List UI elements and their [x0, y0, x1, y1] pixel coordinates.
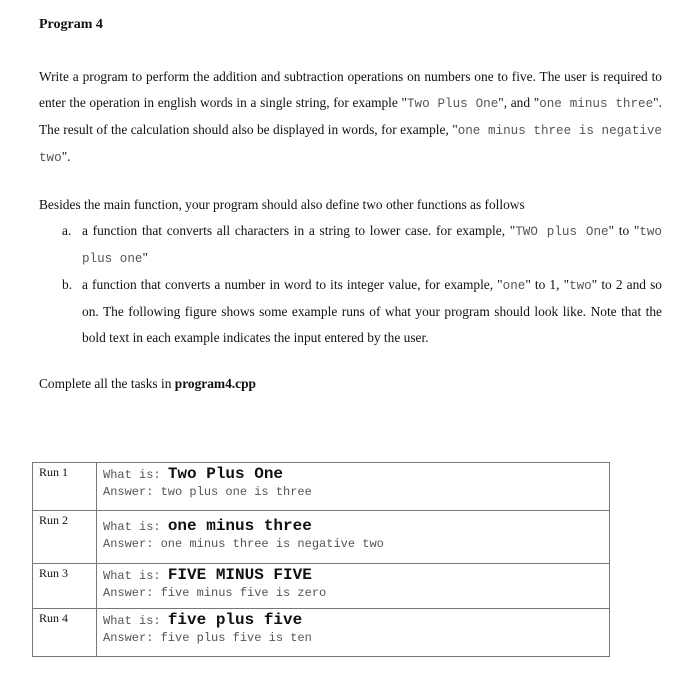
item-text: " to 1, "	[525, 277, 570, 292]
run-prompt: What is:	[103, 468, 168, 482]
run-question	[103, 611, 609, 629]
tasks-line	[39, 371, 662, 397]
table-row	[33, 609, 610, 657]
run-answer: Answer: two plus one is three	[103, 485, 312, 499]
run-user-input: one minus three	[167, 517, 312, 535]
run-question	[103, 517, 609, 535]
item-code: TWO plus One	[515, 225, 609, 239]
function-list	[62, 218, 662, 351]
run-answer: Answer: one minus three is negative two	[103, 537, 384, 551]
intro-code-1: Two Plus One	[406, 97, 499, 111]
run-prompt: What is:	[103, 614, 168, 628]
intro-code-3: one minus three is negative two	[39, 124, 662, 165]
run-output	[97, 511, 610, 564]
intro-text-4: ".	[61, 149, 71, 164]
tasks-prefix: Complete all the tasks in	[39, 376, 175, 391]
item-code: two	[569, 279, 592, 293]
tasks-filename: program4.cpp	[174, 376, 256, 391]
list-marker: a.	[62, 223, 72, 238]
run-output	[97, 609, 610, 657]
run-prompt: What is:	[103, 520, 168, 534]
run-user-input: five plus five	[167, 611, 303, 629]
intro-text-1: Write a program to perform the addition and subtraction operations on numbers one to five. The user is required to enter the operation in english words in a single string, for example "	[39, 69, 662, 110]
run-output	[97, 463, 610, 511]
list-item-a	[62, 218, 662, 272]
item-text: " to 2 and so on. The following figure shows some example runs of what your program should look like. Note that the bold text in each example indicates the input entered by the user.	[82, 277, 662, 345]
run-question	[103, 566, 609, 584]
run-label: Run 4	[33, 609, 97, 657]
item-text: " to "	[608, 223, 640, 238]
run-answer: Answer: five plus five is ten	[103, 631, 312, 645]
item-code: two plus one	[82, 225, 662, 266]
item-text: a function that converts a number in word to its integer value, for example, "	[82, 277, 503, 292]
intro-code-2: one minus three	[539, 97, 654, 111]
run-user-input: Two Plus One	[167, 465, 284, 483]
run-answer: Answer: five minus five is zero	[103, 586, 327, 600]
intro-paragraph	[39, 64, 662, 171]
run-label: Run 2	[33, 511, 97, 564]
functions-intro: Besides the main function, your program should also define two other functions as follows	[39, 197, 525, 212]
item-text: "	[142, 250, 148, 265]
page-title: Program 4	[39, 17, 103, 32]
table-row	[33, 511, 610, 564]
run-label: Run 1	[33, 463, 97, 511]
item-code: one	[502, 279, 526, 293]
run-label: Run 3	[33, 564, 97, 609]
run-user-input: FIVE MINUS FIVE	[167, 566, 312, 584]
table-row	[33, 564, 610, 609]
run-prompt: What is:	[103, 569, 168, 583]
intro-text-2: ", and "	[498, 95, 540, 110]
list-marker: b.	[62, 277, 73, 292]
example-runs-table	[32, 462, 610, 657]
item-text: a function that converts all characters in a string to lower case. for example, "	[82, 223, 516, 238]
list-item-b	[62, 272, 662, 351]
intro-text-3: ". The result of the calculation should also be displayed in words, for example, "	[39, 95, 662, 137]
run-question	[103, 465, 609, 483]
run-output	[97, 564, 610, 609]
table-row	[33, 463, 610, 511]
